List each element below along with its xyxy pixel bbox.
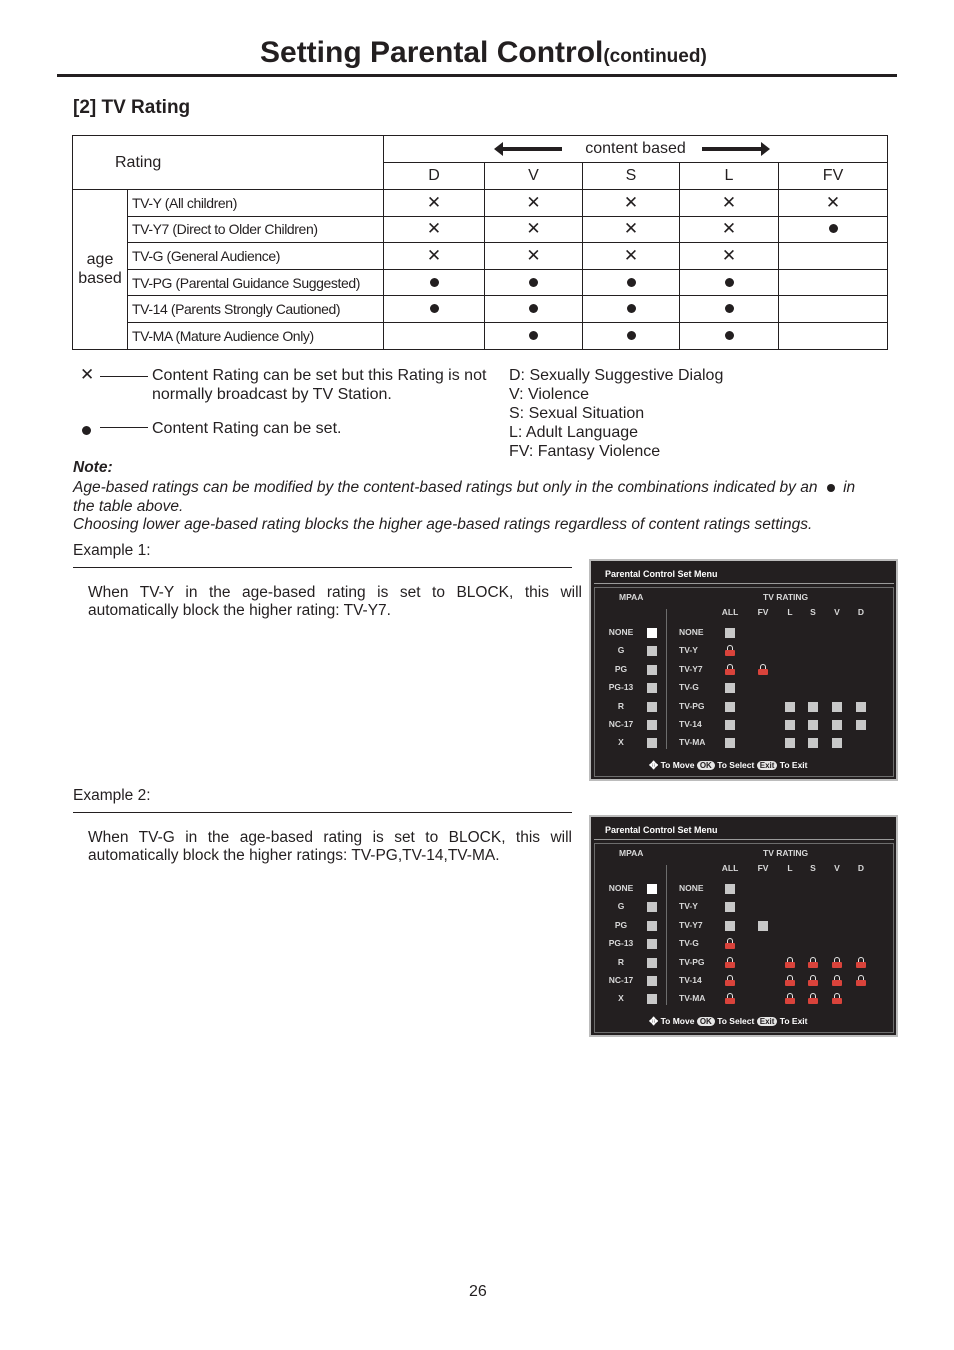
note-line-3: Choosing lower age-based rating blocks the higher age-based ratings regardless of content ratings settings. xyxy=(73,516,813,533)
dot-mark-icon xyxy=(583,296,680,323)
dot-mark-icon xyxy=(583,269,680,296)
dot-mark-icon xyxy=(680,322,779,349)
note-line-1 xyxy=(73,478,855,497)
cross-mark-icon: ✕ xyxy=(384,243,485,270)
arrow-left-icon xyxy=(502,147,562,151)
tv-rating-item[interactable]: TV-Y xyxy=(679,901,698,911)
footer-move-text: To Move xyxy=(660,1016,695,1026)
cross-mark-icon: ✕ xyxy=(384,216,485,243)
tv-rating-checkbox[interactable] xyxy=(808,702,818,712)
cross-mark-icon: ✕ xyxy=(485,190,583,217)
page-number: 26 xyxy=(469,1283,487,1300)
abbreviation-list xyxy=(509,366,723,461)
tv-rating-table xyxy=(72,135,888,350)
lock-icon[interactable] xyxy=(832,993,842,1004)
cross-mark-icon: ✕ xyxy=(583,190,680,217)
footer-select-text: To Select xyxy=(717,1016,755,1026)
lock-icon[interactable] xyxy=(808,993,818,1004)
title-rule xyxy=(57,74,897,77)
column-header-l: L xyxy=(680,163,779,190)
dot-mark-icon xyxy=(384,296,485,323)
rating-row xyxy=(73,216,888,243)
move-arrows-icon: ✥ xyxy=(649,760,659,772)
mpaa-item[interactable]: PG xyxy=(614,920,628,930)
lock-icon[interactable] xyxy=(856,957,866,968)
rating-name: TV-Y (All children) xyxy=(128,190,384,217)
abbreviation-item: V: Violence xyxy=(509,386,590,403)
legend-x-icon: ✕ xyxy=(80,365,95,384)
rating-row xyxy=(73,269,888,296)
page-title-suffix: (continued) xyxy=(603,46,707,67)
tv-rating-checkbox[interactable] xyxy=(856,720,866,730)
dot-mark-icon xyxy=(680,296,779,323)
lock-icon[interactable] xyxy=(725,975,735,986)
example-1-label: Example 1: xyxy=(73,542,151,559)
menu-divider xyxy=(666,609,667,749)
column-header-v: V xyxy=(485,163,583,190)
legend-dot-line xyxy=(100,427,148,428)
rating-row xyxy=(73,296,888,323)
lock-icon[interactable] xyxy=(856,975,866,986)
dot-mark-icon xyxy=(485,296,583,323)
note-line-1b: in xyxy=(843,479,856,496)
tv-rating-checkbox[interactable] xyxy=(808,738,818,748)
arrow-right-icon xyxy=(702,147,762,151)
lock-icon[interactable] xyxy=(808,975,818,986)
rating-name: TV-14 (Parents Strongly Cautioned) xyxy=(128,296,384,323)
menu-divider xyxy=(666,865,667,1005)
cross-mark-icon: ✕ xyxy=(680,243,779,270)
rating-row xyxy=(73,190,888,217)
tv-rating-checkbox[interactable] xyxy=(832,720,842,730)
tv-column-header: L xyxy=(787,607,793,617)
mpaa-item[interactable]: NC-17 xyxy=(608,975,634,985)
tv-rating-checkbox[interactable] xyxy=(856,702,866,712)
dot-mark-icon xyxy=(583,322,680,349)
menu-footer xyxy=(649,760,808,770)
rating-row xyxy=(73,322,888,349)
age-based-label-1: age xyxy=(86,251,114,269)
tv-rating-checkbox[interactable] xyxy=(832,738,842,748)
tv-rating-item[interactable]: TV-14 xyxy=(679,719,702,729)
abbreviation-item: S: Sexual Situation xyxy=(509,405,645,422)
example-2-label: Example 2: xyxy=(73,787,151,804)
legend-dot-text: Content Rating can be set. xyxy=(152,420,342,437)
move-arrows-icon: ✥ xyxy=(649,1016,659,1028)
mpaa-checkbox[interactable] xyxy=(647,921,657,931)
tv-rating-header: TV RATING xyxy=(763,592,809,602)
tv-rating-item[interactable]: NONE xyxy=(679,627,704,637)
mpaa-item[interactable]: R xyxy=(617,957,625,967)
lock-icon[interactable] xyxy=(808,957,818,968)
exit-key-icon: Exit xyxy=(757,761,778,770)
mpaa-checkbox[interactable] xyxy=(647,665,657,675)
tv-rating-item[interactable]: TV-PG xyxy=(679,701,705,711)
ok-key-icon: OK xyxy=(697,1017,715,1026)
example-1-rule xyxy=(73,567,572,568)
tv-column-header: S xyxy=(810,607,816,617)
tv-rating-checkbox[interactable] xyxy=(725,628,735,638)
tv-rating-item[interactable]: TV-14 xyxy=(679,975,702,985)
mpaa-checkbox[interactable] xyxy=(647,646,657,656)
tv-column-header: ALL xyxy=(721,607,739,617)
menu-title: Parental Control Set Menu xyxy=(594,564,894,584)
parental-control-menu-example-2 xyxy=(589,815,898,1037)
tv-column-header: D xyxy=(857,863,865,873)
lock-icon[interactable] xyxy=(785,975,795,986)
example-2-rule xyxy=(73,812,572,813)
tv-rating-item[interactable]: TV-MA xyxy=(679,737,706,747)
mpaa-item[interactable]: X xyxy=(618,737,624,747)
abbreviation-item: FV: Fantasy Violence xyxy=(509,443,661,460)
rating-name: TV-PG (Parental Guidance Suggested) xyxy=(128,269,384,296)
legend-dot-icon xyxy=(82,421,91,440)
section-heading: [2] TV Rating xyxy=(73,97,191,118)
cross-mark-icon: ✕ xyxy=(583,216,680,243)
tv-column-header: D xyxy=(857,607,865,617)
tv-rating-checkbox[interactable] xyxy=(725,902,735,912)
tv-column-header: ALL xyxy=(721,863,739,873)
mpaa-checkbox[interactable] xyxy=(647,902,657,912)
rating-header: Rating xyxy=(73,136,384,190)
tv-rating-item[interactable]: TV-Y xyxy=(679,645,698,655)
age-based-label-2: based xyxy=(78,270,122,288)
note-line-1a: Age-based ratings can be modified by the content-based ratings but only in the combinations indicated by an xyxy=(73,479,818,496)
tv-column-header: V xyxy=(834,607,840,617)
tv-column-header: FV xyxy=(757,607,769,617)
tv-rating-checkbox[interactable] xyxy=(758,921,768,931)
tv-rating-checkbox[interactable] xyxy=(725,702,735,712)
mpaa-item[interactable]: X xyxy=(618,993,624,1003)
mpaa-checkbox[interactable] xyxy=(647,720,657,730)
mpaa-item[interactable]: NC-17 xyxy=(608,719,634,729)
lock-icon[interactable] xyxy=(725,645,735,656)
mpaa-checkbox[interactable] xyxy=(647,628,657,638)
mpaa-item[interactable]: PG-13 xyxy=(608,938,634,948)
page-title: Setting Parental Control(continued) xyxy=(260,36,707,69)
dot-mark-icon xyxy=(384,269,485,296)
tv-rating-item[interactable]: TV-PG xyxy=(679,957,705,967)
tv-rating-item[interactable]: TV-MA xyxy=(679,993,706,1003)
legend-x-text-2: normally broadcast by TV Station. xyxy=(152,386,392,403)
legend-x-line xyxy=(100,376,148,377)
empty-cell xyxy=(779,322,888,349)
tv-rating-item[interactable]: TV-G xyxy=(679,938,699,948)
dot-mark-icon xyxy=(485,322,583,349)
tv-rating-checkbox[interactable] xyxy=(808,720,818,730)
footer-select-text: To Select xyxy=(717,760,755,770)
cross-mark-icon: ✕ xyxy=(384,190,485,217)
lock-icon[interactable] xyxy=(832,957,842,968)
lock-icon[interactable] xyxy=(725,993,735,1004)
note-heading: Note: xyxy=(73,459,113,476)
tv-rating-checkbox[interactable] xyxy=(785,738,795,748)
mpaa-checkbox[interactable] xyxy=(647,958,657,968)
mpaa-checkbox[interactable] xyxy=(647,738,657,748)
tv-column-header: S xyxy=(810,863,816,873)
mpaa-header: MPAA xyxy=(619,592,644,602)
lock-icon[interactable] xyxy=(832,975,842,986)
footer-move-text: To Move xyxy=(660,760,695,770)
note-line-2: the table above. xyxy=(73,498,184,515)
tv-rating-checkbox[interactable] xyxy=(725,884,735,894)
dot-mark-icon xyxy=(485,269,583,296)
mpaa-checkbox[interactable] xyxy=(647,702,657,712)
mpaa-item[interactable]: G xyxy=(617,645,625,655)
tv-rating-item[interactable]: TV-G xyxy=(679,682,699,692)
mpaa-checkbox[interactable] xyxy=(647,683,657,693)
dot-mark-icon xyxy=(779,216,888,243)
legend-x-text-1: Content Rating can be set but this Rating is not xyxy=(152,367,487,384)
ok-key-icon: OK xyxy=(697,761,715,770)
menu-footer xyxy=(649,1016,808,1026)
mpaa-checkbox[interactable] xyxy=(647,939,657,949)
tv-rating-item[interactable]: TV-Y7 xyxy=(679,920,703,930)
mpaa-item[interactable]: R xyxy=(617,701,625,711)
cross-mark-icon: ✕ xyxy=(680,190,779,217)
footer-exit-text: To Exit xyxy=(779,1016,808,1026)
rating-row xyxy=(73,243,888,270)
example-2-text: When TV-G in the age-based rating is set to BLOCK, this will automatically block the higher ratings: TV-PG,TV-14,TV-MA. xyxy=(88,829,572,864)
rating-name: TV-MA (Mature Audience Only) xyxy=(128,322,384,349)
mpaa-item[interactable]: NONE xyxy=(608,627,634,637)
mpaa-item[interactable]: G xyxy=(617,901,625,911)
lock-icon[interactable] xyxy=(725,938,735,949)
cross-mark-icon: ✕ xyxy=(583,243,680,270)
tv-rating-checkbox[interactable] xyxy=(725,683,735,693)
exit-key-icon: Exit xyxy=(757,1017,778,1026)
tv-rating-checkbox[interactable] xyxy=(785,702,795,712)
cross-mark-icon: ✕ xyxy=(779,190,888,217)
empty-cell xyxy=(779,243,888,270)
rating-name: TV-Y7 (Direct to Older Children) xyxy=(128,216,384,243)
mpaa-item[interactable]: NONE xyxy=(608,883,634,893)
lock-icon[interactable] xyxy=(758,664,768,675)
lock-icon[interactable] xyxy=(725,664,735,675)
dot-mark-icon xyxy=(680,269,779,296)
cross-mark-icon: ✕ xyxy=(680,216,779,243)
rating-name: TV-G (General Audience) xyxy=(128,243,384,270)
tv-column-header: L xyxy=(787,863,793,873)
example-1-text: When TV-Y in the age-based rating is set to BLOCK, this will automatically block the higher rating: TV-Y7. xyxy=(88,584,582,619)
lock-icon[interactable] xyxy=(785,957,795,968)
legend-x-text xyxy=(152,366,486,404)
tv-rating-checkbox[interactable] xyxy=(725,921,735,931)
abbreviation-item: L: Adult Language xyxy=(509,424,639,441)
tv-rating-checkbox[interactable] xyxy=(832,702,842,712)
mpaa-item[interactable]: PG xyxy=(614,664,628,674)
tv-rating-checkbox[interactable] xyxy=(725,720,735,730)
lock-icon[interactable] xyxy=(725,957,735,968)
tv-rating-checkbox[interactable] xyxy=(725,738,735,748)
footer-exit-text: To Exit xyxy=(779,760,808,770)
note-dot-icon xyxy=(827,484,835,492)
mpaa-checkbox[interactable] xyxy=(647,884,657,894)
tv-column-header: V xyxy=(834,863,840,873)
empty-cell xyxy=(779,296,888,323)
tv-rating-header: TV RATING xyxy=(763,848,809,858)
tv-rating-item[interactable]: TV-Y7 xyxy=(679,664,703,674)
menu-title: Parental Control Set Menu xyxy=(594,820,894,840)
tv-column-header: FV xyxy=(757,863,769,873)
tv-rating-item[interactable]: NONE xyxy=(679,883,704,893)
cross-mark-icon: ✕ xyxy=(485,243,583,270)
content-based-label: content based xyxy=(585,140,686,157)
empty-cell xyxy=(779,269,888,296)
column-header-d: D xyxy=(384,163,485,190)
age-based-label xyxy=(73,190,128,350)
parental-control-menu-example-1 xyxy=(589,559,898,781)
column-header-fv: FV xyxy=(779,163,888,190)
column-header-s: S xyxy=(583,163,680,190)
tv-rating-checkbox[interactable] xyxy=(785,720,795,730)
cross-mark-icon: ✕ xyxy=(485,216,583,243)
content-based-header xyxy=(384,136,888,163)
mpaa-item[interactable]: PG-13 xyxy=(608,682,634,692)
empty-cell xyxy=(384,322,485,349)
mpaa-header: MPAA xyxy=(619,848,644,858)
abbreviation-item: D: Sexually Suggestive Dialog xyxy=(509,367,724,384)
lock-icon[interactable] xyxy=(785,993,795,1004)
mpaa-checkbox[interactable] xyxy=(647,976,657,986)
mpaa-checkbox[interactable] xyxy=(647,994,657,1004)
